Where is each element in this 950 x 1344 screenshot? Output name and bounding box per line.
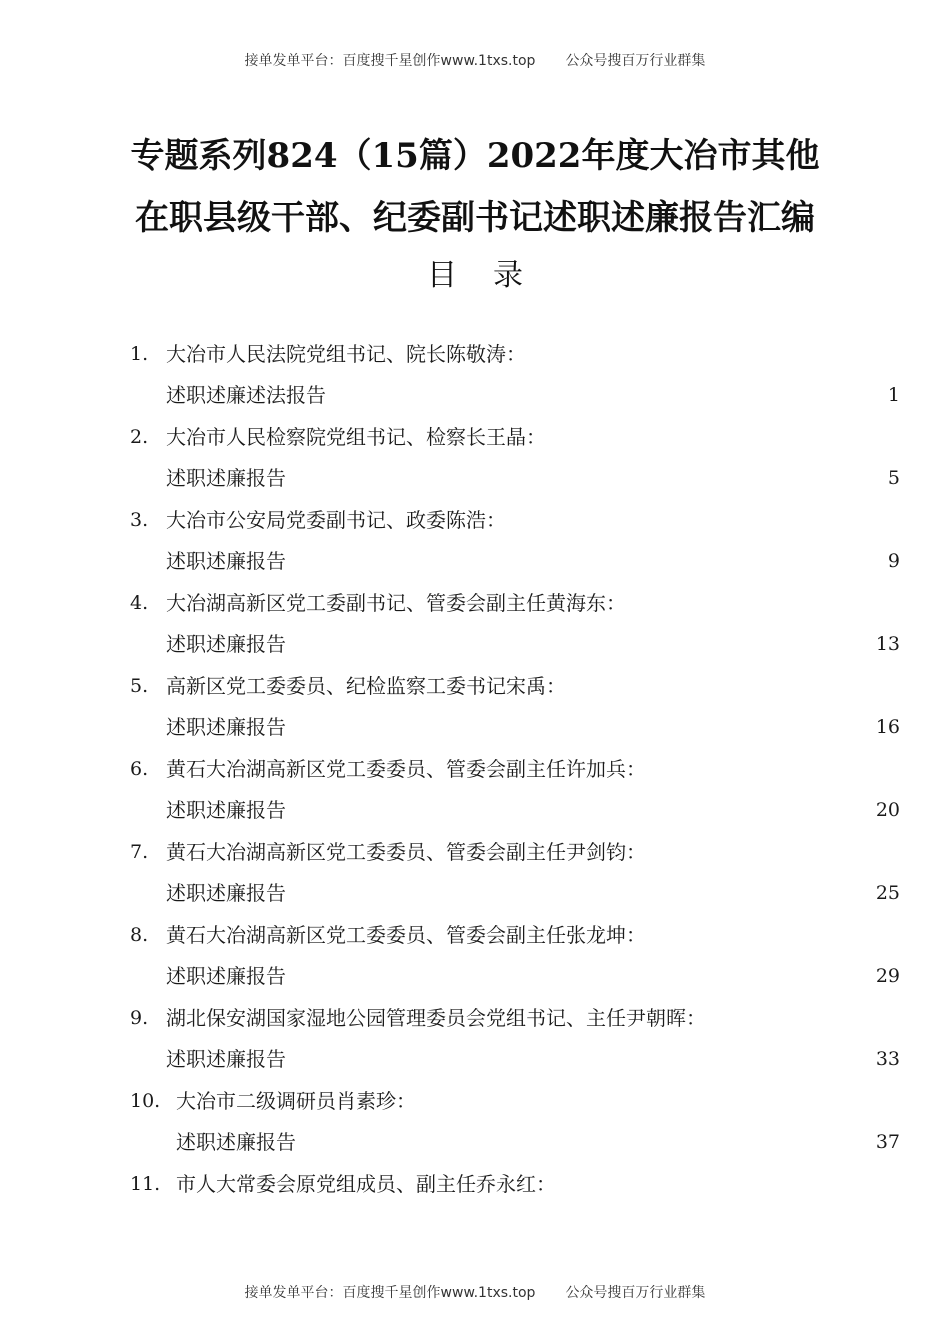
toc-entry-subtitle: 述职述廉报告	[166, 549, 286, 573]
toc-entry-subtitle: 述职述廉报告	[166, 798, 286, 822]
toc-entry-number: 1.	[130, 343, 149, 365]
toc-entry-subtitle-row	[0, 790, 950, 830]
toc-entry-page: 33	[875, 1048, 900, 1070]
toc-entry-subtitle: 述职述廉述法报告	[166, 383, 326, 407]
toc-entry-page: 29	[875, 965, 900, 987]
toc-entry-subtitle: 述职述廉报告	[166, 1047, 286, 1071]
toc-entry-title: 黄石大冶湖高新区党工委委员、管委会副主任尹剑钧：	[166, 840, 646, 864]
toc-entry-subtitle: 述职述廉报告	[166, 715, 286, 739]
footer-banner-left: 接单发单平台：百度搜千星创作www.1txs.top	[244, 1285, 536, 1301]
footer-banner	[0, 1282, 950, 1302]
toc-entry-subtitle: 述职述廉报告	[176, 1130, 296, 1154]
toc-entry-title: 大冶市公安局党委副书记、政委陈浩：	[166, 508, 506, 532]
toc-entry-number: 7.	[130, 841, 149, 863]
toc-entry-subtitle-row	[0, 873, 950, 913]
toc-entry-subtitle: 述职述廉报告	[166, 964, 286, 988]
header-banner-right: 公众号搜百万行业群集	[565, 53, 706, 69]
toc-entry-title: 大冶市人民检察院党组书记、检察长王晶：	[166, 425, 546, 449]
toc-entry-title-row	[0, 666, 950, 706]
toc-entry-title: 市人大常委会原党组成员、副主任乔永红：	[176, 1172, 556, 1196]
toc-entry-subtitle-row	[0, 1122, 950, 1162]
toc-entry-subtitle-row	[0, 1039, 950, 1079]
toc-entry-page: 1	[887, 384, 900, 406]
toc-entry-number: 6.	[130, 758, 149, 780]
toc-entry-subtitle: 述职述廉报告	[166, 632, 286, 656]
toc-entry-page: 5	[887, 467, 900, 489]
toc-entry-title-row	[0, 334, 950, 374]
toc-entry-page: 16	[875, 716, 900, 738]
toc-entry-title: 大冶湖高新区党工委副书记、管委会副主任黄海东：	[166, 591, 626, 615]
header-banner-left: 接单发单平台：百度搜千星创作www.1txs.top	[244, 53, 536, 69]
toc-entry-title-row	[0, 915, 950, 955]
toc-entry-number: 2.	[130, 426, 149, 448]
toc-entry-title: 黄石大冶湖高新区党工委委员、管委会副主任许加兵：	[166, 757, 646, 781]
toc-entry-number: 3.	[130, 509, 149, 531]
toc-entry-number: 5.	[130, 675, 149, 697]
toc-entry-number: 11.	[130, 1173, 161, 1195]
toc-entry-number: 8.	[130, 924, 149, 946]
toc-entry-title-row	[0, 500, 950, 540]
toc-entry-number: 10.	[130, 1090, 161, 1112]
toc-entry-title: 大冶市二级调研员肖素珍：	[176, 1089, 416, 1113]
toc-entry-title-row	[0, 417, 950, 457]
toc-entry-subtitle-row	[0, 375, 950, 415]
toc-entry-title: 高新区党工委委员、纪检监察工委书记宋禹：	[166, 674, 566, 698]
toc-entry-page: 20	[875, 799, 900, 821]
toc-entry-subtitle: 述职述廉报告	[166, 466, 286, 490]
toc-entry-subtitle-row	[0, 458, 950, 498]
toc-entry-title: 湖北保安湖国家湿地公园管理委员会党组书记、主任尹朝晖：	[166, 1006, 706, 1030]
footer-banner-right: 公众号搜百万行业群集	[565, 1285, 706, 1301]
toc-entry-subtitle-row	[0, 624, 950, 664]
toc-entry-page: 9	[887, 550, 900, 572]
header-banner	[0, 50, 950, 70]
toc-entry-number: 4.	[130, 592, 149, 614]
toc-entry-number: 9.	[130, 1007, 149, 1029]
toc-entry-page: 37	[875, 1131, 900, 1153]
toc-entry-title-row	[0, 749, 950, 789]
toc-entry-title-row	[0, 832, 950, 872]
toc-entry-title: 大冶市人民法院党组书记、院长陈敬涛：	[166, 342, 526, 366]
document-title-line-1: 专题系列824（15篇）2022年度大冶市其他	[130, 136, 820, 176]
toc-entry-subtitle-row	[0, 541, 950, 581]
toc-entry-subtitle: 述职述廉报告	[166, 881, 286, 905]
toc-entry-title-row	[0, 1164, 950, 1204]
toc-heading: 目录	[427, 258, 559, 293]
toc-entry-title-row	[0, 1081, 950, 1121]
toc-entry-title: 黄石大冶湖高新区党工委委员、管委会副主任张龙坤：	[166, 923, 646, 947]
toc-entry-page: 13	[875, 633, 900, 655]
toc-entry-page: 25	[875, 882, 900, 904]
document-title-line-2: 在职县级干部、纪委副书记述职述廉报告汇编	[135, 198, 815, 238]
toc-entry-subtitle-row	[0, 956, 950, 996]
toc-entry-title-row	[0, 583, 950, 623]
toc-entry-subtitle-row	[0, 707, 950, 747]
toc-entry-title-row	[0, 998, 950, 1038]
